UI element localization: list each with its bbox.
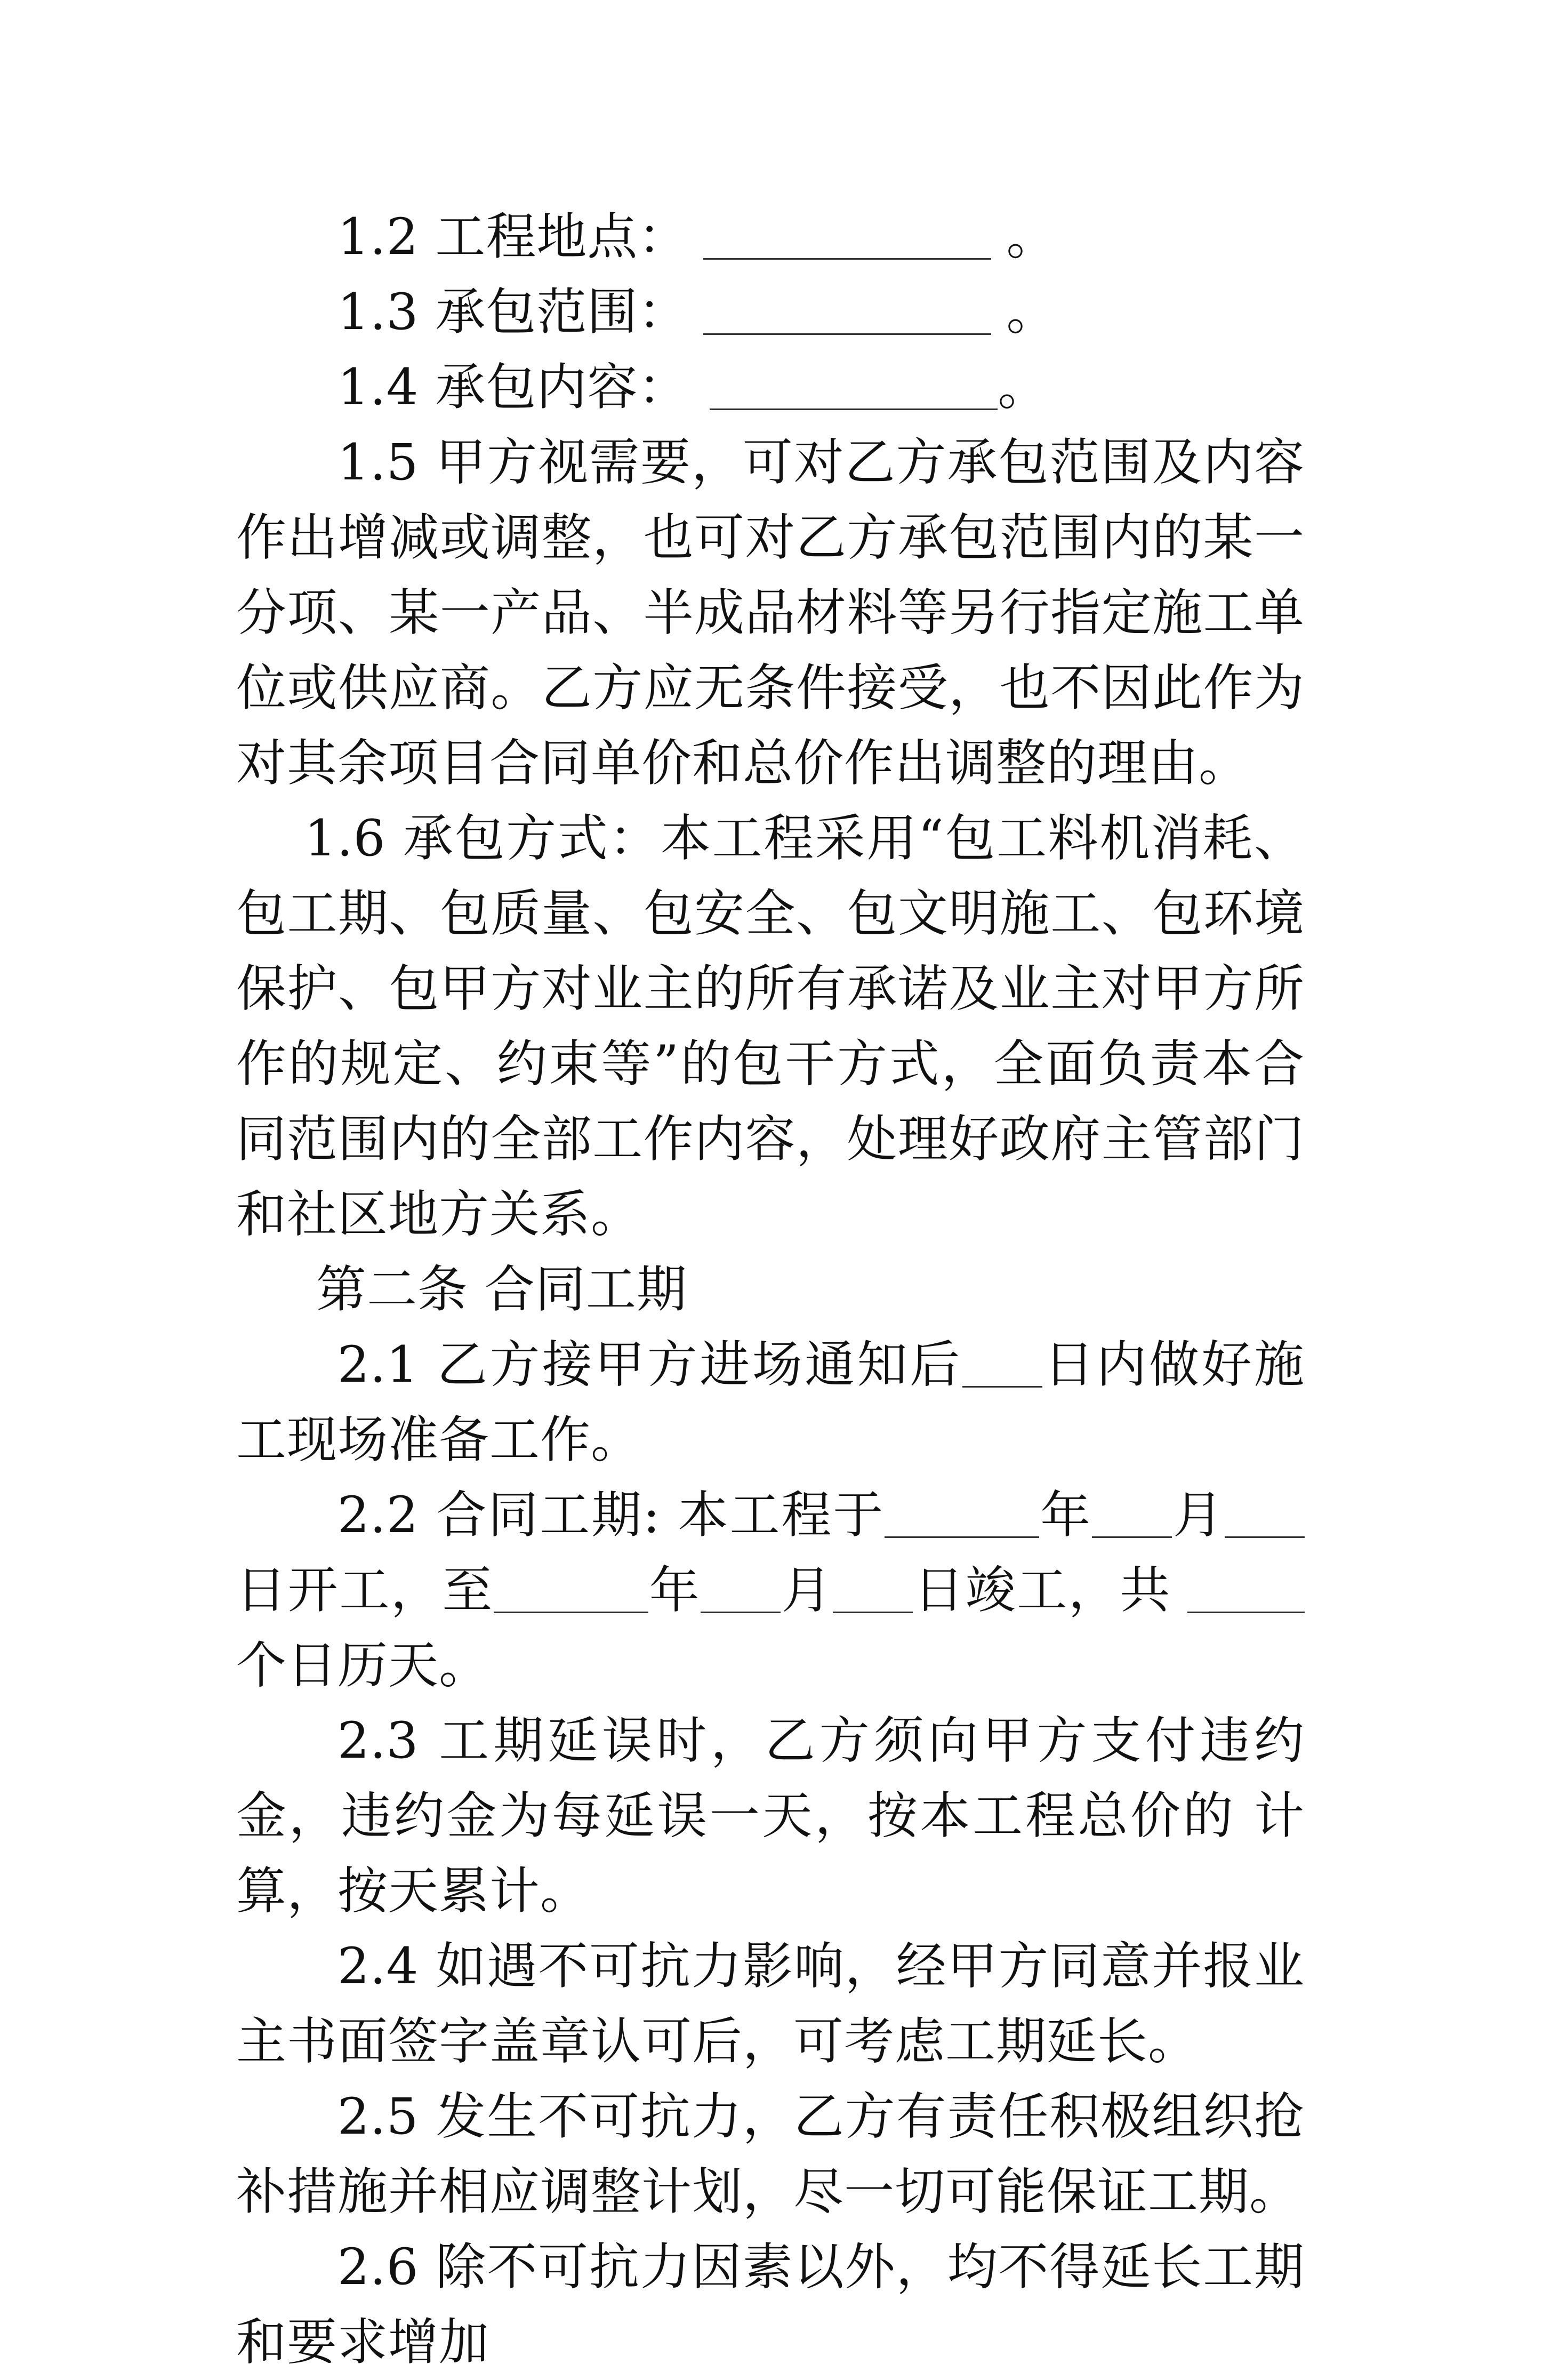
fill-in-blank [703, 213, 991, 260]
clause-2-4-paragraph: 2.4 如遇不可抗力影响，经甲方同意并报业主书面签字盖章认可后，可考虑工期延长。 [236, 1937, 1305, 2071]
fill-in-blank [833, 1567, 913, 1614]
fill-in-blank [962, 1341, 1042, 1388]
fill-in-blank [1225, 1492, 1305, 1538]
clause-1-3-paragraph: 1.3 承包范围： 。 [337, 283, 1057, 341]
document-page [236, 199, 1305, 2380]
clause-1-2-paragraph: 1.2 工程地点： 。 [337, 208, 1057, 266]
clause-2-6-paragraph: 2.6 除不可抗力因素以外，均不得延长工期和要求增加 [236, 2238, 1305, 2371]
fill-in-blank [885, 1492, 1039, 1538]
clause-1-4-paragraph: 1.4 承包内容： 。 [337, 358, 1049, 416]
fill-in-blank [494, 1567, 648, 1614]
clause-1-5-paragraph: 1.5 甲方视需要，可对乙方承包范围及内容作出增减或调整，也可对乙方承包范围内的某一分项、某一产品、半成品材料等另行指定施工单位或供应商。乙方应无条件接受，也不因此作为对其余项目合同单价和总价作出调整的理由。 [236, 434, 1305, 792]
clause-2-2-paragraph: 2.2 合同工期: 本工程于 年 月日开工，至 年 月 日竣工，共个日历天。 [236, 1478, 1305, 1703]
clause-2-5-paragraph: 2.5 发生不可抗力，乙方有责任积极组织抢补措施并相应调整计划，尽一切可能保证工期。 [236, 2088, 1305, 2221]
clause-1-6-paragraph: 1.6 承包方式：本工程采用“包工料机消耗、包工期、包质量、包安全、包文明施工、包环境保护、包甲方对业主的所有承诺及业主对甲方所作的规定、约束等”的包干方式，全面负责本合同范围内的全部工作内容，处理好政府主管部门和社区地方关系。 [236, 810, 1305, 1244]
fill-in-blank [703, 289, 991, 335]
clause-2-3-paragraph: 2.3 工期延误时，乙方须向甲方支付违约金，违约金为每延误一天，按本工程总价的 计算，按天累计。 [236, 1712, 1305, 1920]
fill-in-blank [1092, 1492, 1172, 1538]
fill-in-blank [701, 1567, 781, 1614]
fill-in-blank [1187, 1567, 1305, 1614]
clause-2-1-paragraph: 2.1 乙方接甲方进场通知后 日内做好施工现场准备工作。 [236, 1336, 1305, 1469]
article-2-heading: 第二条 合同工期 [316, 1261, 687, 1319]
fill-in-blank [710, 364, 998, 411]
